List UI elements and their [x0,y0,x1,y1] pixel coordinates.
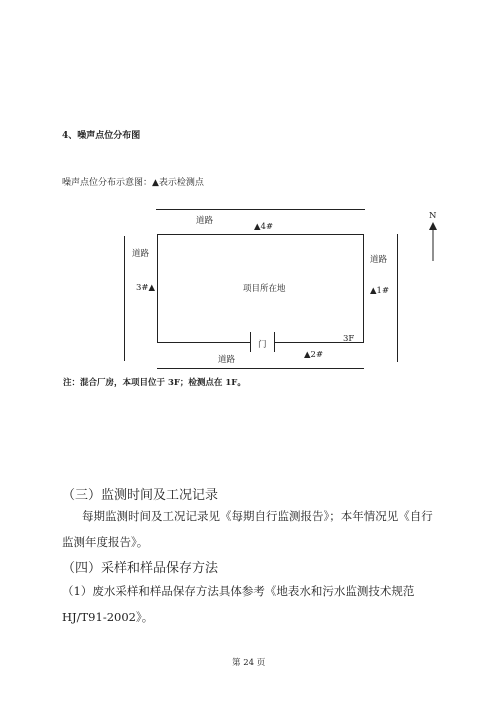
building-bottom-edge-left [157,342,250,343]
monitor-point-2: ▲2# [304,350,324,360]
road-line-right [397,234,398,362]
road-label-left: 道路 [132,249,150,259]
gate-label: 门 [258,340,267,350]
floor-label: 3F [343,334,355,344]
monitor-point-3: 3#▲ [136,283,156,293]
road-label-top: 道路 [196,216,214,226]
north-label: N [429,211,437,221]
section-4-body: （1）废水采样和样品保存方法具体参考《地表水和污水监测技术规范HJ/T91-2002》。 [62,584,415,624]
section-title: 4、噪声点位分布图 [62,131,141,141]
gate-post-left [250,332,251,352]
road-line-bottom [157,368,364,369]
section-4-heading: （四）采样和样品保存方法 [62,561,219,576]
diagram-note: 注：混合厂房，本项目位于 3F；检测点在 1F。 [63,378,246,388]
building-right-edge [363,234,364,342]
monitor-point-1: ▲1# [370,286,390,296]
building-left-edge [157,234,158,342]
monitor-point-4: ▲4# [254,222,274,232]
diagram-caption: 噪声点位分布示意图：▲表示检测点 [62,178,204,188]
building-top-edge [157,234,364,235]
gate-post-right [274,332,275,352]
page-number: 第 24 页 [232,658,266,668]
road-label-bottom: 道路 [218,355,236,365]
road-label-right: 道路 [370,255,388,265]
north-arrow-icon [427,222,439,262]
road-line-top [156,209,365,210]
section-3-heading: （三）监测时间及工况记录 [62,488,219,503]
road-line-left [124,236,125,361]
section-3-body: 每期监测时间及工况记录见《每期自行监测报告》；本年情况见《自行监测年度报告》。 [62,509,433,549]
project-location-label: 项目所在地 [243,284,286,294]
